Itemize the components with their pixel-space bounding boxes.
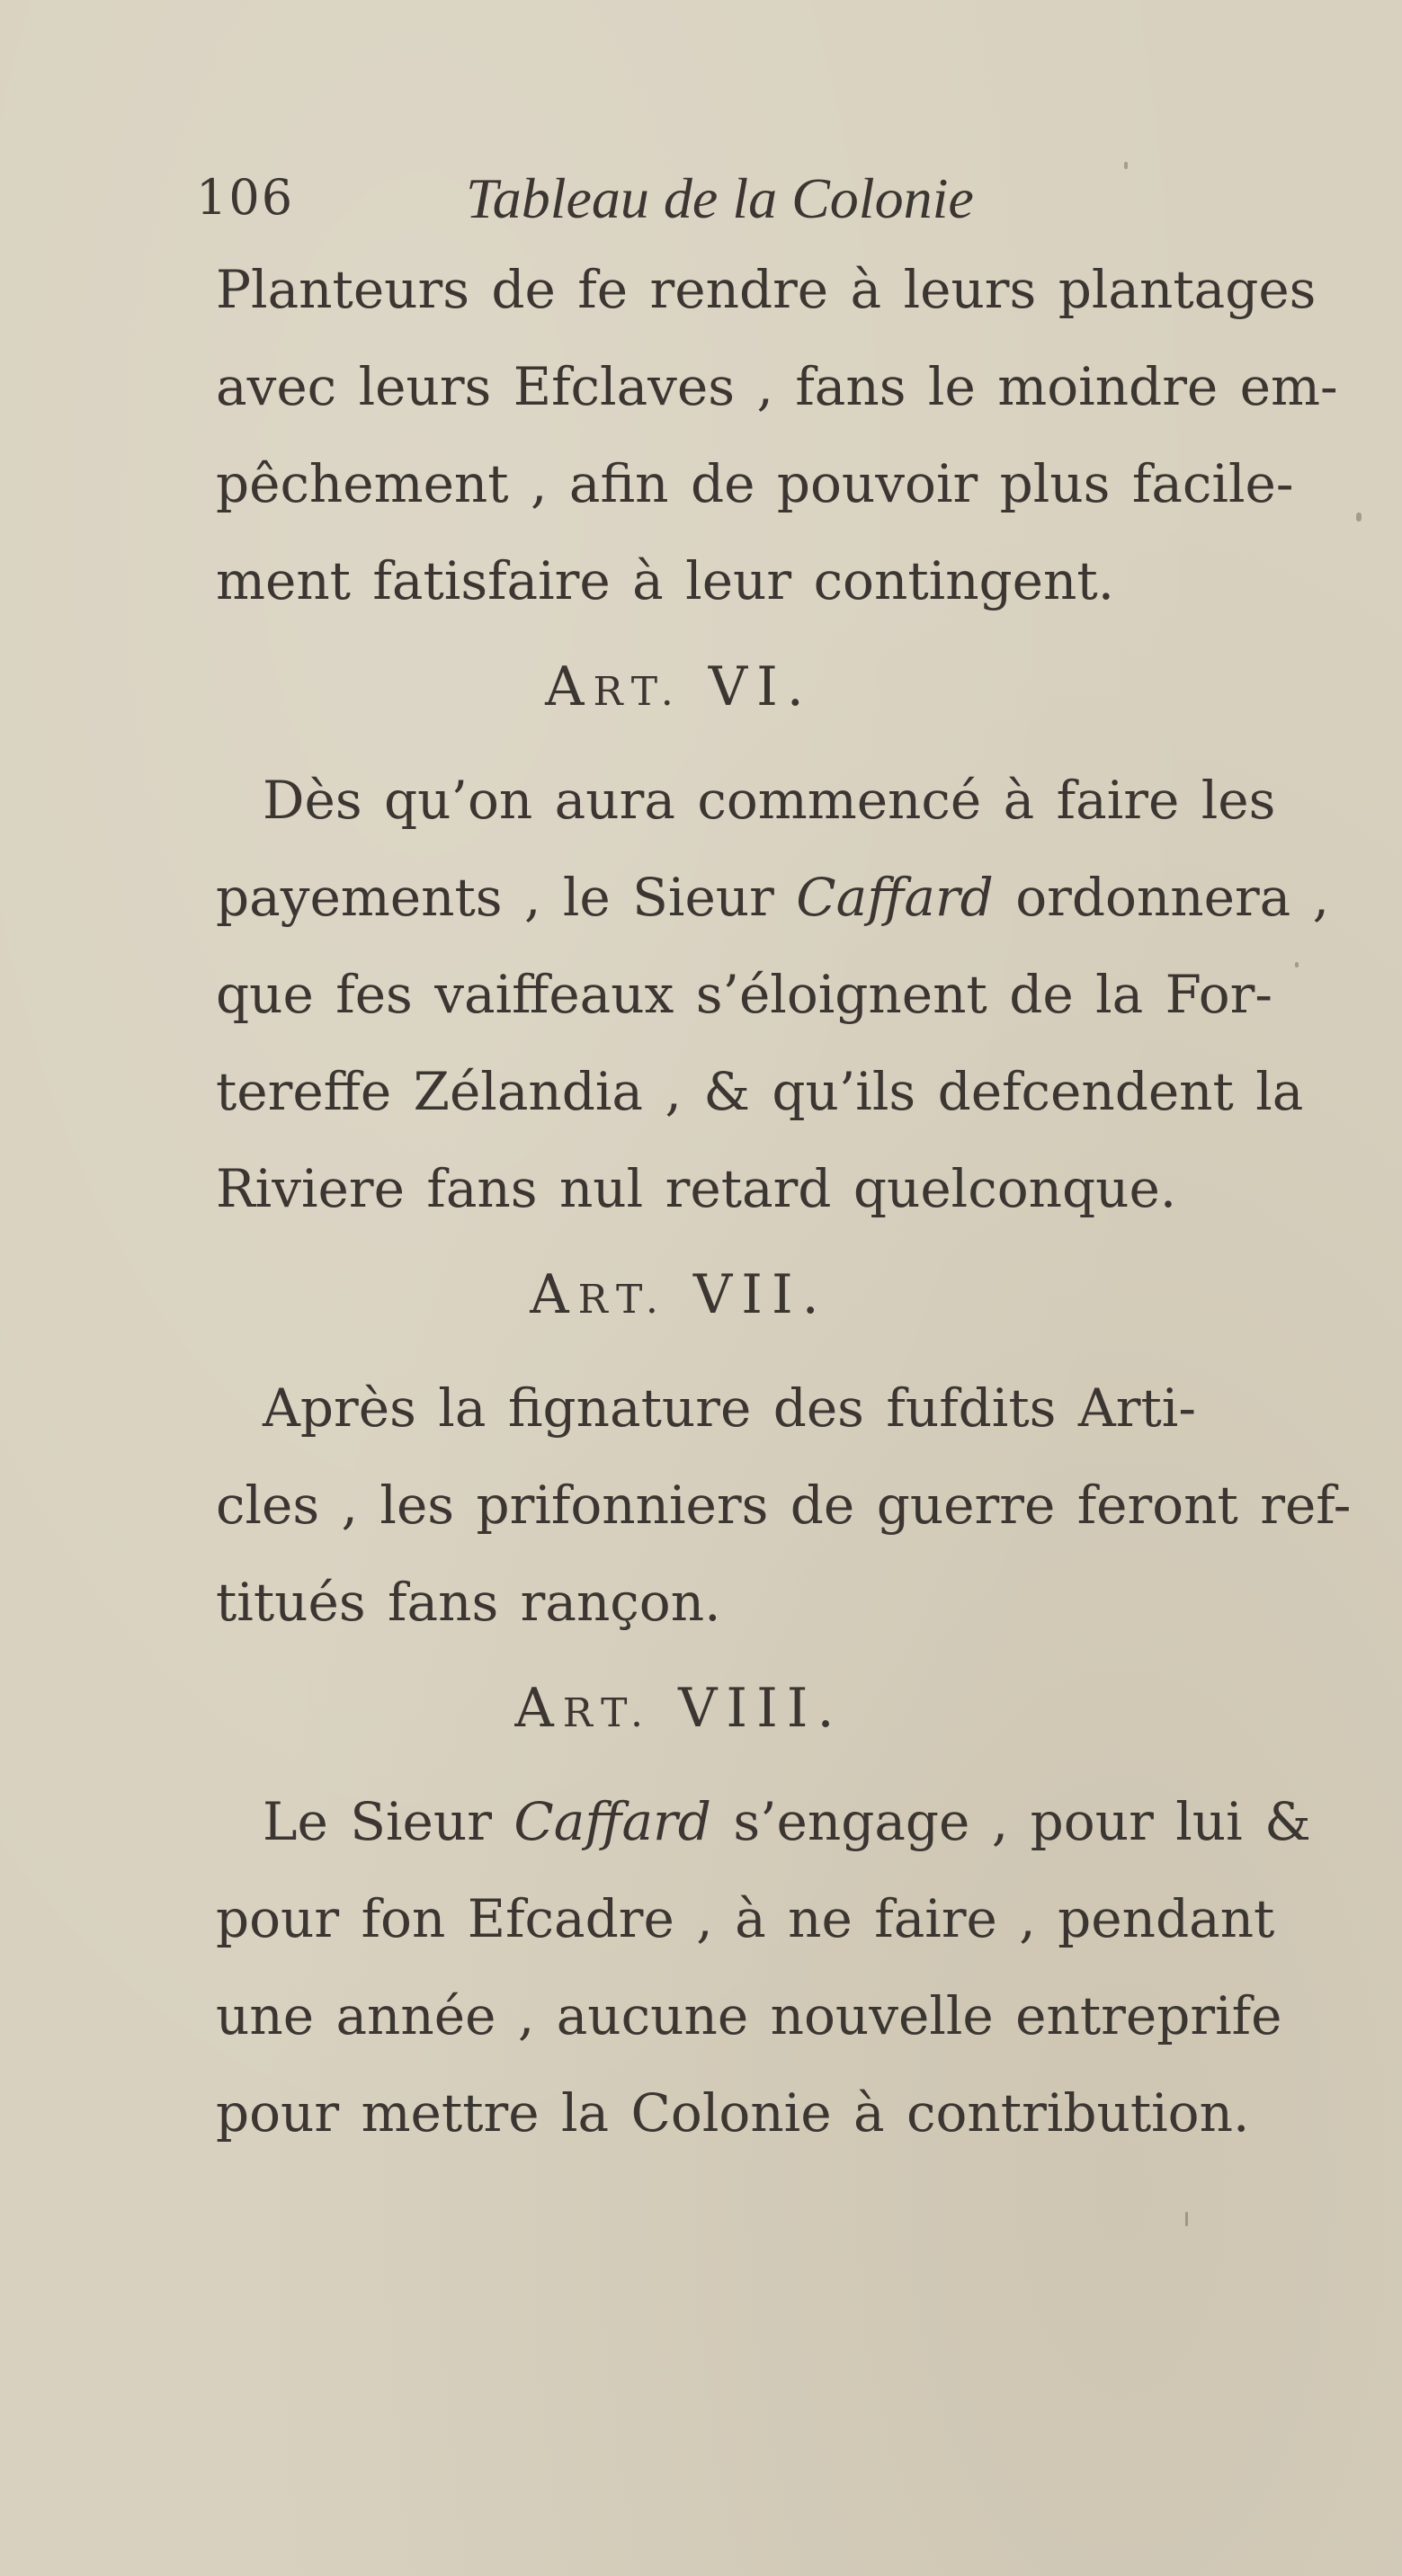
page-body [216,241,1352,2162]
page-number: 106 [196,169,295,226]
text-line: pêchement , afin de pouvoir plus facile- [216,453,1294,514]
heading-number: VII. [692,1263,828,1326]
page-header [196,160,1203,232]
text-line: ment fatisfaire à leur contingent. [216,550,1115,611]
paragraph-continuation [216,241,1338,629]
heading-smallcaps: RT. [577,1277,667,1323]
text-span: Le Sieur [263,1791,514,1852]
article-6-heading [216,629,1250,752]
text-line: Après la fignature des fufdits Arti- [263,1377,1196,1439]
heading-number: VI. [708,655,813,718]
text-line [216,849,1330,946]
paper-speck [1295,962,1299,967]
italic-name: Caffard [513,1791,711,1852]
article-8-heading [216,1651,1250,1773]
italic-name: Caffard [796,867,994,928]
paper-speck [1124,162,1128,169]
text-span: s’engage , pour lui & [710,1791,1311,1852]
paper-speck [1185,2212,1188,2226]
article-8-paragraph [216,1773,1311,2162]
heading-smallcaps: RT. [593,669,683,715]
heading-smallcaps: RT. [562,1690,652,1736]
text-line: tereffe Zélandia , & qu’ils defcendent la [216,1061,1304,1122]
text-line: avec leurs Efclaves , fans le moindre em- [216,356,1338,417]
heading-letter: A [545,655,594,718]
text-line: que fes vaiffeaux s’éloignent de la For- [216,964,1273,1025]
text-line: Riviere fans nul retard quelconque. [216,1158,1177,1219]
article-7-paragraph [216,1359,1352,1651]
heading-letter: A [530,1263,578,1326]
heading-number: VIII. [678,1677,844,1740]
text-line [216,1773,1311,1870]
text-line: pour fon Efcadre , à ne faire , pendant [216,1888,1275,1949]
text-line: Planteurs de fe rendre à leurs plantages [216,259,1317,320]
text-line: pour mettre la Colonie à contribution. [216,2082,1250,2144]
paper-speck [1356,513,1362,521]
text-span: ordonnera , [993,867,1330,928]
running-title: Tableau de la Colonie [466,166,974,230]
heading-letter: A [514,1677,563,1740]
article-6-paragraph [216,752,1330,1237]
text-span: payements , le Sieur [216,867,797,928]
article-7-heading [216,1237,1250,1359]
text-line: Dès qu’on aura commencé à faire les [263,770,1276,831]
text-line: cles , les prifonniers de guerre feront ref- [216,1475,1352,1536]
text-line: titués fans rançon. [216,1572,721,1633]
text-line: une année , aucune nouvelle entreprife [216,1985,1282,2046]
